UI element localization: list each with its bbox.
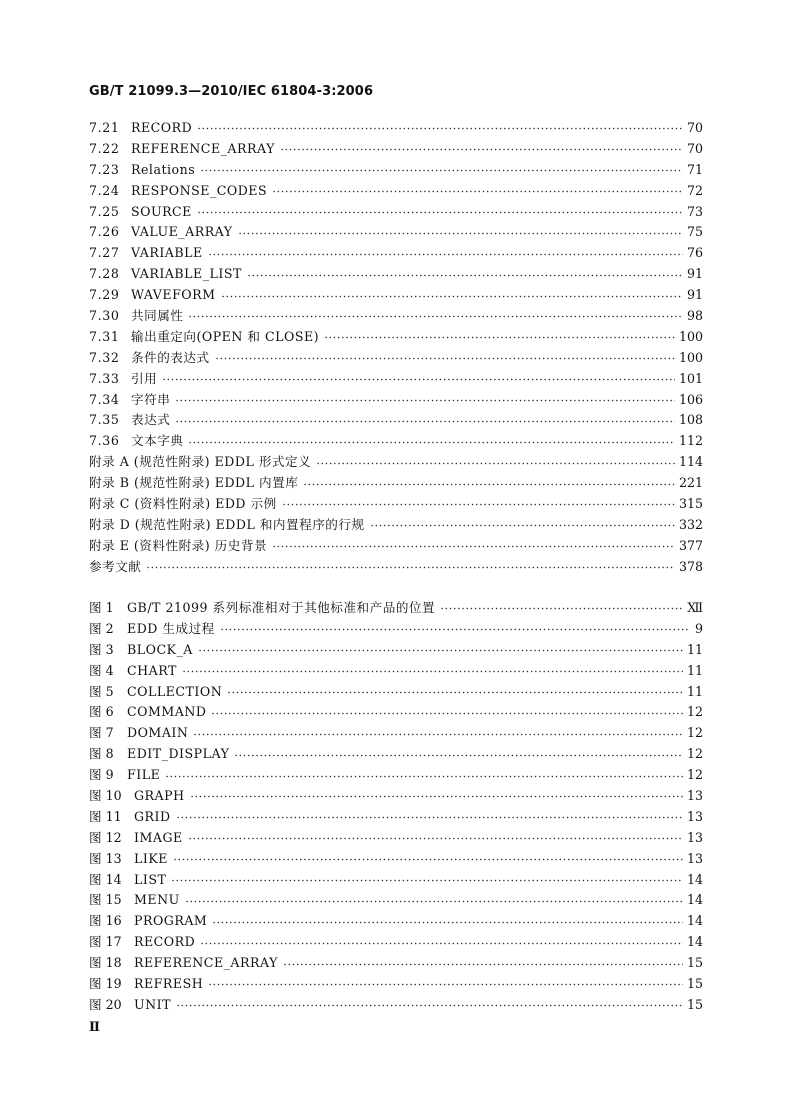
- entry-number: 7.31: [89, 328, 120, 344]
- dot-leader: [227, 688, 683, 696]
- entry-number: 图 3: [89, 641, 114, 657]
- entry-number: 图 11: [89, 808, 122, 824]
- toc-figure-entry[interactable]: [89, 619, 703, 640]
- dot-leader: [208, 981, 683, 989]
- entry-title: REFRESH: [134, 976, 204, 992]
- entry-title: GRAPH: [134, 788, 185, 804]
- entry-number: 7.22: [89, 140, 120, 156]
- dot-leader: [188, 835, 683, 843]
- entry-number: 图 14: [89, 871, 122, 887]
- entry-page-number: 13: [686, 808, 703, 824]
- dot-leader: [176, 814, 683, 822]
- dot-leader: [197, 125, 683, 133]
- entry-page-number: 12: [686, 746, 703, 762]
- entry-title: EDIT_DISPLAY: [127, 746, 230, 762]
- entry-page-number: 13: [686, 829, 703, 845]
- dot-leader: [272, 188, 683, 196]
- entry-number: 7.21: [89, 120, 120, 135]
- toc-figure-entry[interactable]: [89, 911, 703, 932]
- entry-title: 共同属性: [131, 308, 184, 324]
- dot-leader: [188, 438, 675, 446]
- entry-page-number: 91: [686, 287, 703, 303]
- entry-number: 图 19: [89, 976, 122, 992]
- entry-title: VALUE_ARRAY: [131, 224, 233, 240]
- entry-title: UNIT: [134, 996, 172, 1012]
- dot-leader: [234, 751, 683, 759]
- entry-title: DOMAIN: [127, 725, 189, 741]
- entry-number: 图 15: [89, 892, 122, 908]
- table-of-contents-figures: [89, 598, 703, 1016]
- entry-title: LIKE: [134, 850, 168, 866]
- toc-figure-entry[interactable]: [89, 702, 703, 723]
- entry-page-number: 11: [686, 641, 703, 657]
- page-number: Ⅱ: [89, 1020, 100, 1035]
- entry-number: 7.28: [89, 266, 120, 282]
- dot-leader: [272, 543, 675, 551]
- entry-title: 字符串: [131, 391, 171, 407]
- entry-title: 文本字典: [131, 433, 184, 449]
- entry-title: 附录 E (资料性附录) 历史背景: [89, 537, 268, 553]
- entry-page-number: 14: [686, 934, 703, 950]
- entry-title: 条件的表达式: [131, 349, 210, 365]
- entry-number: 图 16: [89, 913, 122, 929]
- entry-number: 7.32: [89, 349, 120, 365]
- entry-title: EDD 生成过程: [127, 620, 215, 636]
- dot-leader: [197, 208, 683, 216]
- entry-page-number: 72: [686, 182, 703, 198]
- dot-leader: [283, 960, 683, 968]
- toc-figure-entry[interactable]: [89, 807, 703, 828]
- toc-figure-entry[interactable]: [89, 661, 703, 682]
- dot-leader: [247, 271, 683, 279]
- toc-section-entry[interactable]: [89, 369, 703, 390]
- entry-number: 图 13: [89, 850, 122, 866]
- entry-number: 7.34: [89, 391, 120, 407]
- entry-number: 7.24: [89, 182, 120, 198]
- toc-figure-entry[interactable]: [89, 640, 703, 661]
- entry-page-number: 12: [686, 767, 703, 783]
- dot-leader: [208, 250, 683, 258]
- dot-leader: [162, 376, 675, 384]
- entry-title: GRID: [134, 808, 171, 824]
- toc-section-entry[interactable]: [89, 181, 703, 202]
- entry-number: 图 18: [89, 955, 122, 971]
- entry-title: IMAGE: [134, 829, 183, 845]
- entry-page-number: 70: [686, 140, 703, 156]
- toc-section-entry[interactable]: [89, 431, 703, 452]
- entry-page-number: 76: [686, 245, 703, 261]
- entry-page-number: 11: [686, 662, 703, 678]
- toc-figure-entry[interactable]: [89, 744, 703, 765]
- toc-section-entry[interactable]: [89, 515, 703, 536]
- entry-title: RESPONSE_CODES: [131, 182, 268, 198]
- entry-title: 表达式: [131, 412, 171, 428]
- toc-section-entry[interactable]: [89, 202, 703, 223]
- entry-page-number: 13: [686, 850, 703, 866]
- entry-title: GB/T 21099 系列标准相对于其他标准和产品的位置: [127, 600, 436, 615]
- entry-title: WAVEFORM: [131, 287, 216, 303]
- entry-title: CHART: [127, 662, 177, 678]
- entry-number: 图 9: [89, 767, 114, 783]
- entry-title: PROGRAM: [134, 913, 208, 929]
- dot-leader: [171, 876, 683, 884]
- entry-title: Relations: [131, 161, 196, 177]
- dot-leader: [221, 292, 683, 300]
- toc-section-entry[interactable]: [89, 160, 703, 181]
- entry-page-number: 13: [686, 788, 703, 804]
- entry-page-number: 14: [686, 892, 703, 908]
- dot-leader: [212, 918, 683, 926]
- entry-page-number: 14: [686, 871, 703, 887]
- entry-number: 7.36: [89, 433, 120, 449]
- entry-title: 引用: [131, 370, 158, 386]
- dot-leader: [238, 229, 683, 237]
- dot-leader: [200, 939, 683, 947]
- dot-leader: [282, 501, 675, 509]
- toc-section-entry[interactable]: [89, 494, 703, 515]
- entry-page-number: 377: [678, 537, 703, 553]
- entry-page-number: 11: [686, 683, 703, 699]
- entry-page-number: 73: [686, 203, 703, 219]
- entry-page-number: 378: [678, 558, 703, 574]
- toc-section-entry[interactable]: [89, 390, 703, 411]
- dot-leader: [316, 459, 675, 467]
- entry-number: 图 4: [89, 662, 114, 678]
- toc-section-entry[interactable]: [89, 118, 703, 139]
- entry-number: 图 1: [89, 600, 114, 615]
- entry-number: 图 6: [89, 704, 114, 720]
- toc-figure-entry[interactable]: [89, 995, 703, 1016]
- entry-title: 输出重定向(OPEN 和 CLOSE): [131, 328, 320, 344]
- toc-figure-entry[interactable]: [89, 932, 703, 953]
- entry-number: 图 12: [89, 829, 122, 845]
- entry-title: 参考文献: [89, 558, 142, 574]
- entry-title: REFERENCE_ARRAY: [131, 140, 275, 156]
- toc-section-entry[interactable]: [89, 348, 703, 369]
- dot-leader: [215, 355, 675, 363]
- toc-section-entry[interactable]: [89, 243, 703, 264]
- entry-title: VARIABLE_LIST: [131, 266, 242, 282]
- dot-leader: [190, 793, 683, 801]
- entry-title: FILE: [127, 767, 161, 783]
- entry-number: 图 10: [89, 788, 122, 804]
- dot-leader: [198, 647, 683, 655]
- toc-figure-entry[interactable]: [89, 870, 703, 891]
- entry-page-number: 15: [686, 955, 703, 971]
- entry-number: 图 7: [89, 725, 114, 741]
- entry-title: 附录 D (规范性附录) EDDL 和内置程序的行规: [89, 516, 365, 532]
- dot-leader: [182, 668, 683, 676]
- entry-page-number: 332: [678, 516, 703, 532]
- entry-title: 附录 B (规范性附录) EDDL 内置库: [89, 475, 299, 491]
- entry-number: 7.29: [89, 287, 120, 303]
- toc-section-entry[interactable]: [89, 285, 703, 306]
- toc-section-entry[interactable]: [89, 557, 703, 578]
- entry-number: 7.27: [89, 245, 120, 261]
- dot-leader: [211, 709, 683, 717]
- toc-figure-entry[interactable]: [89, 974, 703, 995]
- dot-leader: [280, 146, 683, 154]
- entry-number: 图 5: [89, 683, 114, 699]
- dot-leader: [165, 772, 683, 780]
- entry-title: RECORD: [134, 934, 196, 950]
- dot-leader: [324, 334, 675, 342]
- toc-section-entry[interactable]: [89, 264, 703, 285]
- entry-page-number: 100: [678, 328, 703, 344]
- entry-page-number: 106: [678, 391, 703, 407]
- entry-number: 图 17: [89, 934, 122, 950]
- dot-leader: [175, 396, 675, 404]
- entry-title: VARIABLE: [131, 245, 203, 261]
- entry-title: REFERENCE_ARRAY: [134, 955, 278, 971]
- toc-figure-entry[interactable]: [89, 953, 703, 974]
- entry-page-number: 91: [686, 266, 703, 282]
- toc-figure-entry[interactable]: [89, 765, 703, 786]
- toc-section-entry[interactable]: [89, 306, 703, 327]
- entry-number: 7.25: [89, 203, 120, 219]
- dot-leader: [176, 1002, 683, 1010]
- entry-number: 图 20: [89, 996, 122, 1012]
- entry-page-number: 114: [678, 454, 703, 470]
- entry-page-number: 15: [686, 996, 703, 1012]
- toc-section-entry[interactable]: [89, 410, 703, 431]
- toc-section-entry[interactable]: [89, 452, 703, 473]
- entry-title: SOURCE: [131, 203, 192, 219]
- table-of-contents-sections: [89, 118, 703, 578]
- entry-page-number: 108: [678, 412, 703, 428]
- toc-figure-entry[interactable]: [89, 890, 703, 911]
- dot-leader: [146, 564, 675, 572]
- dot-leader: [303, 480, 675, 488]
- dot-leader: [188, 313, 683, 321]
- entry-page-number: 112: [678, 433, 703, 449]
- entry-number: 图 2: [89, 620, 114, 636]
- entry-title: COLLECTION: [127, 683, 223, 699]
- entry-title: LIST: [134, 871, 167, 887]
- dot-leader: [370, 522, 675, 530]
- entry-title: COMMAND: [127, 704, 207, 720]
- dot-leader: [440, 605, 683, 613]
- toc-section-entry[interactable]: [89, 473, 703, 494]
- toc-figure-entry[interactable]: [89, 828, 703, 849]
- entry-page-number: 71: [686, 161, 703, 177]
- entry-page-number: 15: [686, 976, 703, 992]
- dot-leader: [193, 730, 683, 738]
- toc-section-entry[interactable]: [89, 536, 703, 557]
- entry-title: BLOCK_A: [127, 641, 193, 657]
- toc-figure-entry[interactable]: [89, 723, 703, 744]
- entry-page-number: 12: [686, 725, 703, 741]
- entry-page-number: 70: [686, 120, 703, 135]
- entry-page-number: 101: [678, 370, 703, 386]
- dot-leader: [185, 897, 683, 905]
- entry-number: 7.26: [89, 224, 120, 240]
- entry-page-number: Ⅻ: [687, 600, 703, 615]
- dot-leader: [220, 626, 689, 634]
- toc-figure-entry[interactable]: [89, 786, 703, 807]
- entry-title: RECORD: [131, 120, 193, 135]
- entry-page-number: 100: [678, 349, 703, 365]
- entry-page-number: 315: [678, 496, 703, 512]
- dot-leader: [173, 856, 683, 864]
- entry-title: MENU: [134, 892, 180, 908]
- document-header: GB/T 21099.3—2010/IEC 61804-3:2006: [89, 84, 374, 99]
- entry-page-number: 14: [686, 913, 703, 929]
- entry-page-number: 221: [678, 475, 703, 491]
- entry-page-number: 9: [694, 620, 703, 636]
- toc-figure-entry[interactable]: [89, 849, 703, 870]
- entry-page-number: 98: [686, 308, 703, 324]
- entry-number: 图 8: [89, 746, 114, 762]
- entry-page-number: 75: [686, 224, 703, 240]
- dot-leader: [175, 417, 675, 425]
- toc-figure-entry[interactable]: [89, 598, 703, 619]
- entry-title: 附录 A (规范性附录) EDDL 形式定义: [89, 454, 312, 470]
- toc-section-entry[interactable]: [89, 327, 703, 348]
- entry-number: 7.30: [89, 308, 120, 324]
- toc-section-entry[interactable]: [89, 139, 703, 160]
- entry-number: 7.35: [89, 412, 120, 428]
- toc-section-entry[interactable]: [89, 222, 703, 243]
- entry-page-number: 12: [686, 704, 703, 720]
- entry-number: 7.33: [89, 370, 120, 386]
- dot-leader: [200, 167, 683, 175]
- entry-title: 附录 C (资料性附录) EDD 示例: [89, 496, 277, 512]
- toc-figure-entry[interactable]: [89, 682, 703, 703]
- entry-number: 7.23: [89, 161, 120, 177]
